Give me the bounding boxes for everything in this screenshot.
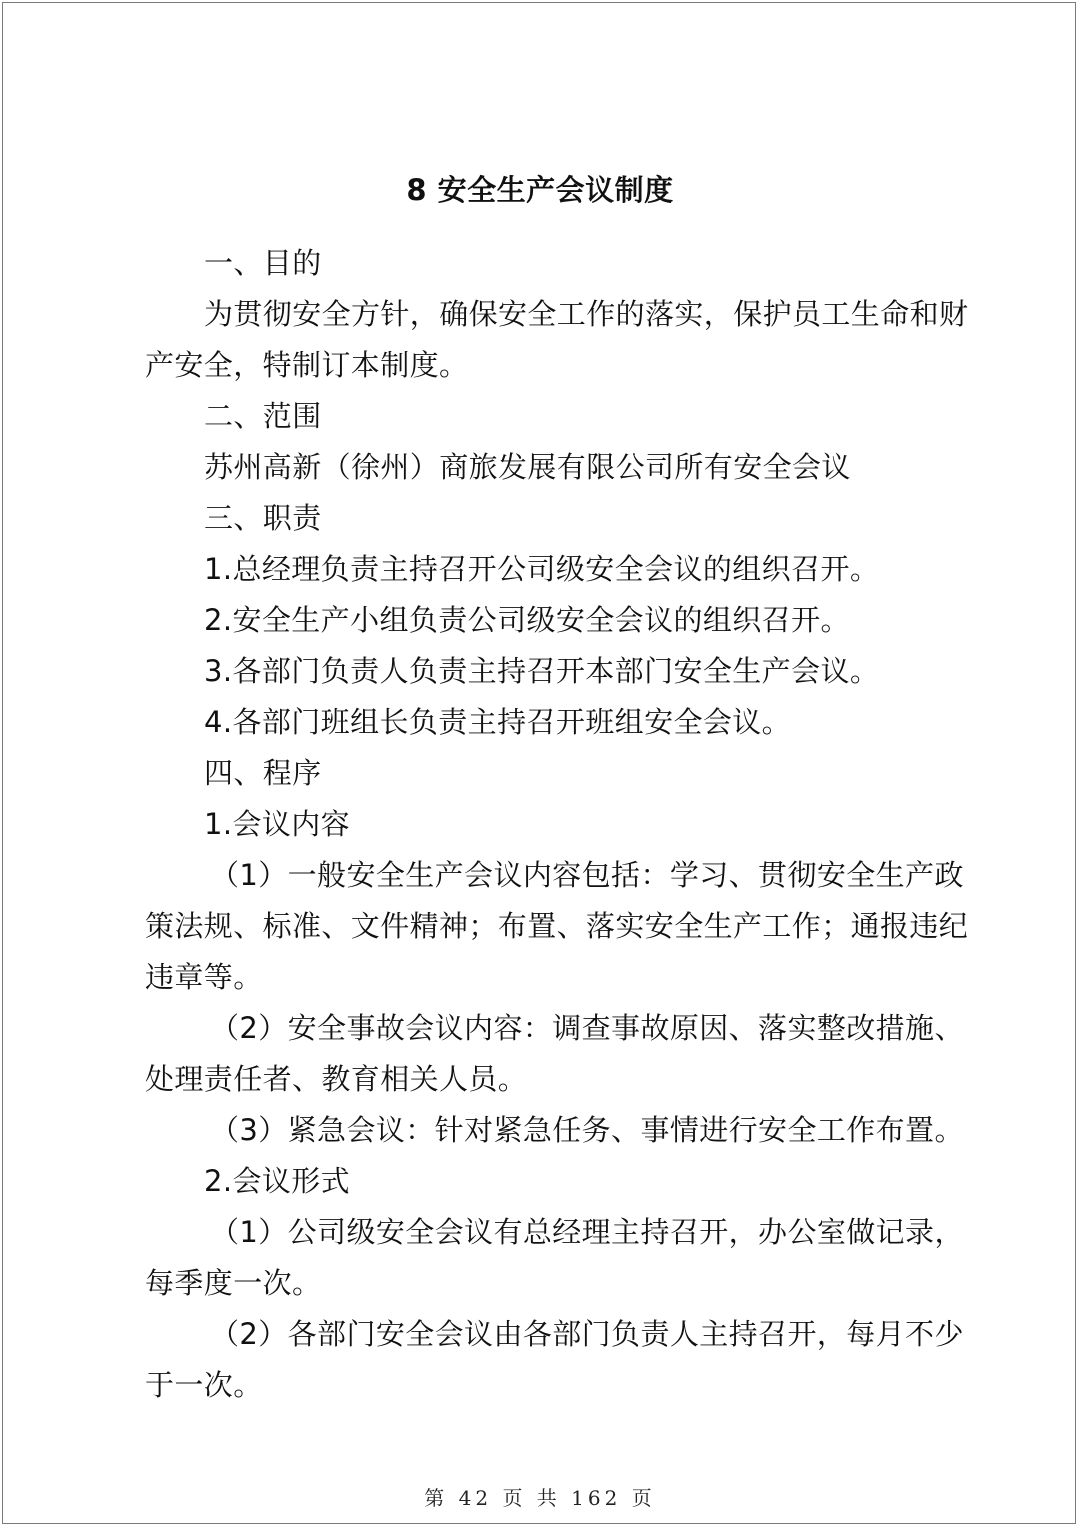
paragraph-line: （1）一般安全生产会议内容包括：学习、贯彻安全生产政 (210, 858, 964, 892)
list-item: 4.各部门班组长负责主持召开班组安全会议。 (204, 705, 792, 739)
document-title: 8 安全生产会议制度 (406, 173, 674, 207)
section-heading-scope: 二、范围 (204, 399, 322, 433)
paragraph-line: （3）紧急会议：针对紧急任务、事情进行安全工作布置。 (210, 1113, 964, 1147)
section-heading-procedure: 四、程序 (204, 756, 322, 790)
paragraph-line: 于一次。 (145, 1368, 263, 1402)
paragraph-line: 为贯彻安全方针，确保安全工作的落实，保护员工生命和财 (204, 297, 969, 331)
section-heading-duties: 三、职责 (204, 501, 322, 535)
list-item: 3.各部门负责人负责主持召开本部门安全生产会议。 (204, 654, 880, 688)
page-number-footer: 第 42 页 共 162 页 (424, 1486, 656, 1510)
paragraph-line: （1）公司级安全会议有总经理主持召开，办公室做记录， (210, 1215, 964, 1249)
paragraph-line: 苏州高新（徐州）商旅发展有限公司所有安全会议 (204, 450, 851, 484)
paragraph-line: （2）安全事故会议内容：调查事故原因、落实整改措施、 (210, 1011, 964, 1045)
paragraph-line: 违章等。 (145, 960, 263, 994)
paragraph-line: 每季度一次。 (145, 1266, 322, 1300)
subsection-heading: 2.会议形式 (204, 1164, 351, 1198)
paragraph-line: 策法规、标准、文件精神；布置、落实安全生产工作；通报违纪 (145, 909, 969, 943)
paragraph-line: （2）各部门安全会议由各部门负责人主持召开，每月不少 (210, 1317, 964, 1351)
paragraph-line: 产安全，特制订本制度。 (145, 348, 469, 382)
list-item: 2.安全生产小组负责公司级安全会议的组织召开。 (204, 603, 850, 637)
section-heading-purpose: 一、目的 (204, 246, 322, 280)
subsection-heading: 1.会议内容 (204, 807, 351, 841)
paragraph-line: 处理责任者、教育相关人员。 (145, 1062, 528, 1096)
list-item: 1.总经理负责主持召开公司级安全会议的组织召开。 (204, 552, 880, 586)
